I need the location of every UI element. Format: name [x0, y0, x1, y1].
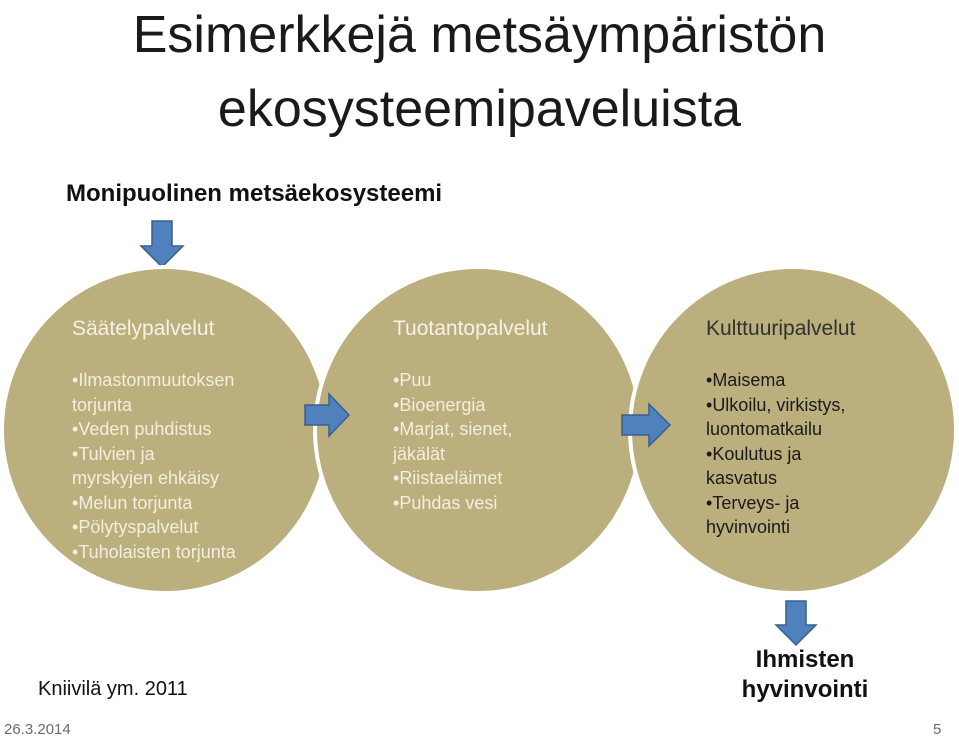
list-item: • Ulkoilu, virkistys, [706, 393, 845, 418]
down-arrow-icon [140, 220, 184, 268]
heading-regulating-services: Säätelypalvelut [72, 317, 215, 340]
list-item: jäkälät [393, 443, 446, 464]
heading-provisioning-services: Tuotantopalvelut [393, 317, 548, 340]
list-item: kasvatus [706, 468, 778, 488]
footer-date: 26.3.2014 [4, 721, 71, 738]
heading-cultural-services: Kulttuuripalvelut [706, 317, 856, 340]
subtitle-forest-ecosystem: Monipuolinen metsäekosysteemi [66, 180, 443, 207]
list-item: • Marjat, sienet, [393, 417, 512, 442]
page-number: 5 [933, 721, 942, 738]
list-item: hyvinvointi [706, 517, 791, 537]
list-item: • Veden puhdistus [72, 417, 236, 442]
list-item: • Riistaeläimet [393, 466, 512, 491]
outcome-line-1: Ihmisten [755, 646, 855, 673]
list-cultural-services [706, 368, 845, 540]
source-credit: Kniivilä ym. 2011 [38, 678, 188, 700]
outcome-line-2: hyvinvointi [741, 676, 869, 703]
list-item: torjunta [72, 394, 133, 415]
list-item: • Puu [393, 368, 512, 393]
list-item: • Tuholaisten torjunta [72, 540, 236, 565]
list-item: myrskyjen ehkäisy [72, 468, 220, 488]
down-arrow-icon [775, 600, 817, 646]
list-item: • Terveys- ja [706, 491, 845, 516]
list-item: • Puhdas vesi [393, 491, 512, 516]
list-item: • Melun torjunta [72, 491, 236, 516]
list-item: • Ilmastonmuutoksen [72, 368, 236, 393]
list-item: • Koulutus ja [706, 442, 845, 467]
list-provisioning-services [393, 368, 512, 515]
right-arrow-icon [304, 393, 350, 437]
list-regulating-services [72, 368, 236, 564]
slide-title-line-1: Esimerkkejä metsäympäristön [132, 6, 827, 64]
list-item: • Pölytyspalvelut [72, 515, 236, 540]
right-arrow-icon [621, 403, 671, 447]
list-item: • Bioenergia [393, 393, 512, 418]
list-item: luontomatkailu [706, 419, 823, 439]
slide-title-line-2: ekosysteemipaveluista [217, 80, 742, 138]
list-item: • Tulvien ja [72, 442, 236, 467]
list-item: • Maisema [706, 368, 845, 393]
outcome-human-wellbeing [705, 645, 905, 705]
